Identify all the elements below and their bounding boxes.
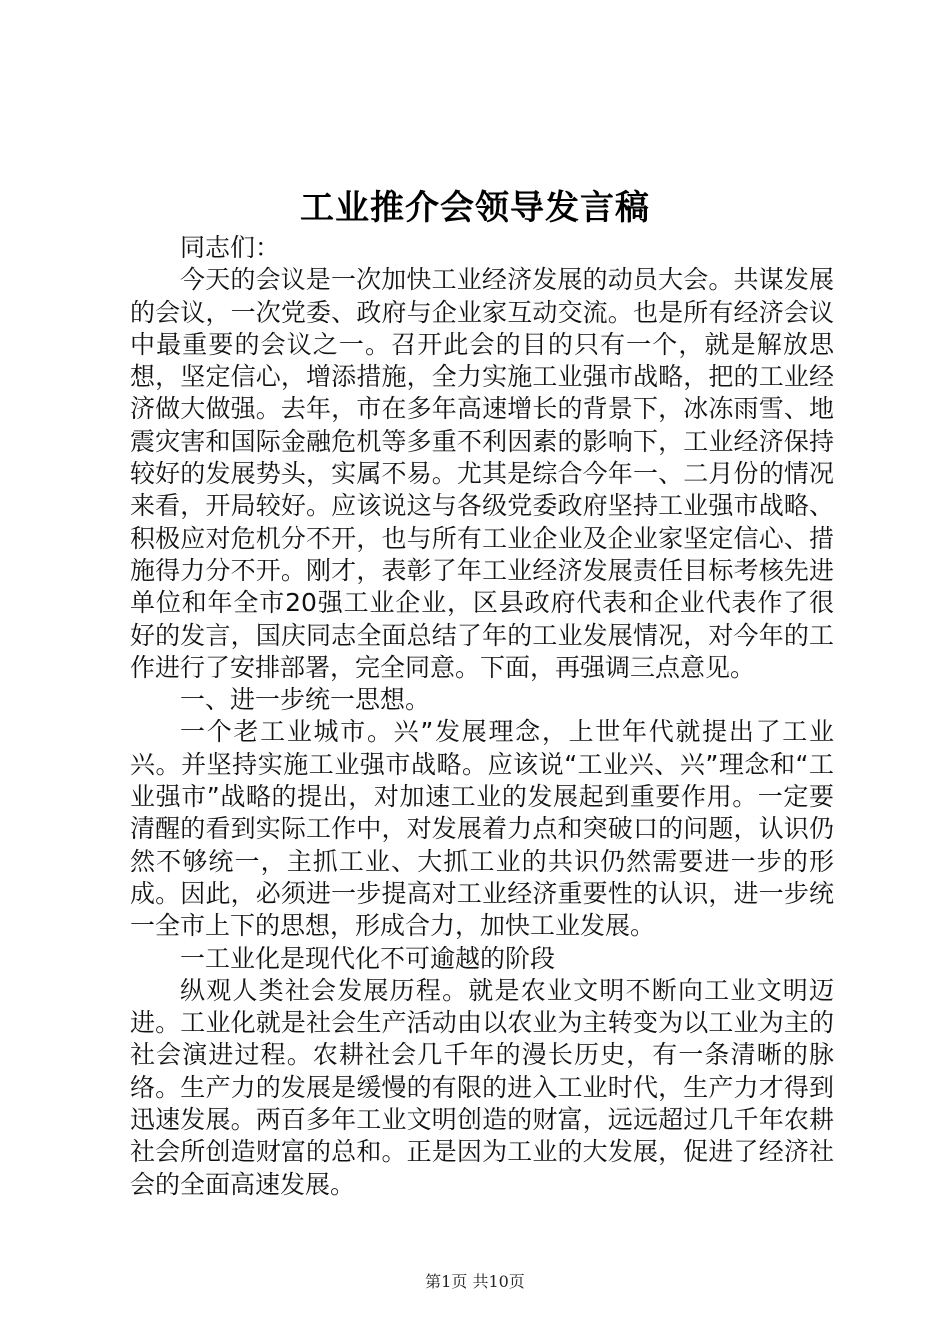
salutation: 同志们： <box>180 233 281 262</box>
subsection-heading-1: 一工业化是现代化不可逾越的阶段 <box>180 943 556 973</box>
paragraph-subsection-1: 纵观人类社会发展历程。就是农业文明不断向工业文明迈进。工业化就是社会生产活动由以农业为主转变为以工业为主的社会演进过程。农耕社会几千年的漫长历史，有一条清晰的脉络。生产力的发展是缓慢的有限的进入工业时代，生产力才得到迅速发展。两百多年工业文明创造的财富，远远超过几千年农耕社会所创造财富的总和。正是因为工业的大发展，促进了经济社会的全面高速发展。 <box>130 975 834 1199</box>
document-body <box>130 232 834 1201</box>
page-footer: 第1页 共10页 <box>425 1272 525 1291</box>
document-title: 工业推介会领导发言稿 <box>300 188 650 228</box>
paragraph-opening: 今天的会议是一次加快工业经济发展的动员大会。共谋发展的会议，一次党委、政府与企业家互动交流。也是所有经济会议中最重要的会议之一。召开此会的目的只有一个，就是解放思想，坚定信心，增添措施，全力实施工业强市战略，把的工业经济做大做强。去年，市在多年高速增长的背景下，冰冻雨雪、地震灾害和国际金融危机等多重不利因素的影响下，工业经济保持较好的发展势头，实属不易。尤其是综合今年一、二月份的情况来看，开局较好。应该说这与各级党委政府坚持工业强市战略、积极应对危机分不开，也与所有工业企业及企业家坚定信心、措施得力分不开。刚才，表彰了年工业经济发展责任目标考核先进单位和年全市20强工业企业，区县政府代表和企业代表作了很好的发言，国庆同志全面总结了年的工业发展情况，对今年的工作进行了安排部署，完全同意。下面，再强调三点意见。 <box>130 265 834 682</box>
paragraph-section-1: 一个老工业城市。兴”发展理念，上世年代就提出了工业兴。并坚持实施工业强市战略。应该说“工业兴、兴”理念和“工业强市”战略的提出，对加速工业的发展起到重要作用。一定要清醒的看到实际工作中，对发展着力点和突破口的问题，认识仍然不够统一，主抓工业、大抓工业的共识仍然需要进一步的形成。因此，必须进一步提高对工业经济重要性的认识，进一步统一全市上下的思想，形成合力，加快工业发展。 <box>130 717 834 941</box>
section-heading-1: 一、进一步统一思想。 <box>180 685 431 715</box>
